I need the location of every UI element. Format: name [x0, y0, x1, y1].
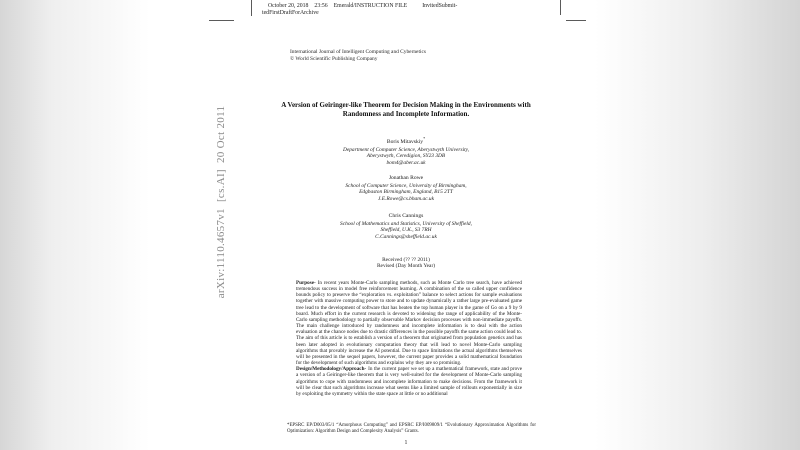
crop-mark-left-horizontal [209, 20, 234, 21]
running-header-line1 [268, 3, 457, 9]
author-name-text: Boris Mitavskiy [386, 138, 424, 145]
purpose-label: Purpose- [296, 280, 316, 286]
journal-copyright: © World Scientific Publishing Company [290, 55, 378, 62]
author-email: C.Cannings@sheffield.ac.uk [375, 233, 437, 240]
author-block-mitavskiy [263, 136, 549, 166]
header-time: 23:56 [314, 3, 328, 9]
crop-mark-right-horizontal [566, 20, 586, 21]
author-email: J.E.Rowe@cs.bham.ac.uk [377, 195, 434, 202]
page-number: 1 [404, 440, 408, 446]
journal-header [290, 49, 426, 62]
author-affiliation-line: Edgbaston Birmingham, England, B15 2TT [359, 189, 453, 196]
abstract-purpose-paragraph [296, 280, 522, 366]
author-name [263, 136, 549, 145]
header-title-fragment: InvitedSubmit- [422, 3, 458, 9]
crop-mark-right-vertical [560, 0, 561, 15]
abstract-design-paragraph [296, 366, 522, 397]
author-affiliation-line: School of Mathematics and Statistics, University of Sheffield, [340, 221, 472, 228]
author-name: Chris Cannings [388, 213, 424, 219]
author-footnote-marker: * [423, 136, 426, 141]
design-label: Design/Methodology/Approach- [296, 366, 367, 373]
header-title-fragment-2: tedFirstDraftForArchive [262, 9, 319, 16]
author-affiliation-line: Aberystwyth, Ceredigion, SY23 3DB [366, 153, 446, 160]
grants-footnote: *EPSRC EP/D003/05/1 “Amorphous Computing” and EPSRC EP/I009809/1 “Evolutionary Approximation Algorithms for Optimization: Algorithm Design and Complexity Analysis” Grants. [287, 423, 536, 434]
purpose-text: In recent years Monte-Carlo sampling methods, such as Monte Carlo tree search, have achieved tremendous success in model free reinforcement learning. A combination of the so called upper confidence bounds policy to preserve the “exploration vs. exploitation” balance to select actions for sample evaluations together with massive computing power to store and to update dynamically a rather large pre-evaluated game tree lead to the development of software that has beaten the top human player in the game of Go on a 9 by 9 board. Much effort in the current research is devoted to widening the range of applicability of the Monte-Carlo sampling methodology to partially observable Markov decision processes with non-immediate payoffs. The main challenge introduced by randomness and incomplete information is to deal with the action evaluation at the chance nodes due to drastic differences in the possible payoffs the same action could lead to. The aim of this article is to establish a version of a theorem that originated from population genetics and has been later adopted in evolutionary computation theory that will lead to novel Monte-Carlo sampling algorithms that provably increase the AI potential. Due to space limitations the actual algorithms themselves will be presented in the sequel papers, however, the current paper provides a solid mathematical foundation for the development of such algorithms and explains why they are so promising. [296, 280, 522, 367]
header-file-label: Emerald/INSTRUCTION FILE [333, 3, 408, 9]
journal-name: International Journal of Intelligent Computing and Cybernetics [290, 49, 426, 55]
crop-mark-left-vertical [251, 0, 252, 16]
author-block-rowe [263, 175, 549, 202]
author-name: Jonathan Rowe [388, 175, 424, 181]
received-revised-block [263, 257, 549, 270]
paper-title: A Version of Geiringer-like Theorem for Decision Making in the Environments with Randomness and Incomplete Information. [281, 101, 531, 118]
abstract [296, 280, 522, 397]
revised-line: Revised (Day Month Year) [376, 263, 436, 270]
author-affiliation-line: Sheffield, U.K., S3 7RH [380, 227, 432, 234]
header-date: October 20, 2018 [268, 3, 309, 9]
author-email: bom4@aber.ac.uk [386, 159, 426, 166]
running-header [262, 3, 556, 17]
design-text: In the current paper we set up a mathematical framework, state and prove a version of a Geiringer-like theorem that is very well-suited for the development of Monte-Carlo sampling algorithms to cope with randomness and incomplete information to make decisions. From the framework it will be clear that such algorithms increase what seems like a limited sample of rollouts exponentially in size by exploiting the symmetry within the state space at little or no additional [296, 366, 522, 397]
arxiv-stamp: arXiv:1110.4657v1 [cs.AI] 20 Oct 2011 [215, 105, 227, 299]
author-block-cannings [263, 213, 549, 240]
author-affiliation-line: School of Computer Science, University of Birmingham, [345, 183, 467, 190]
received-line: Received (?? ?? 2011) [382, 257, 430, 263]
author-affiliation-line: Department of Computer Science, Aberystwyth University, [342, 146, 470, 153]
